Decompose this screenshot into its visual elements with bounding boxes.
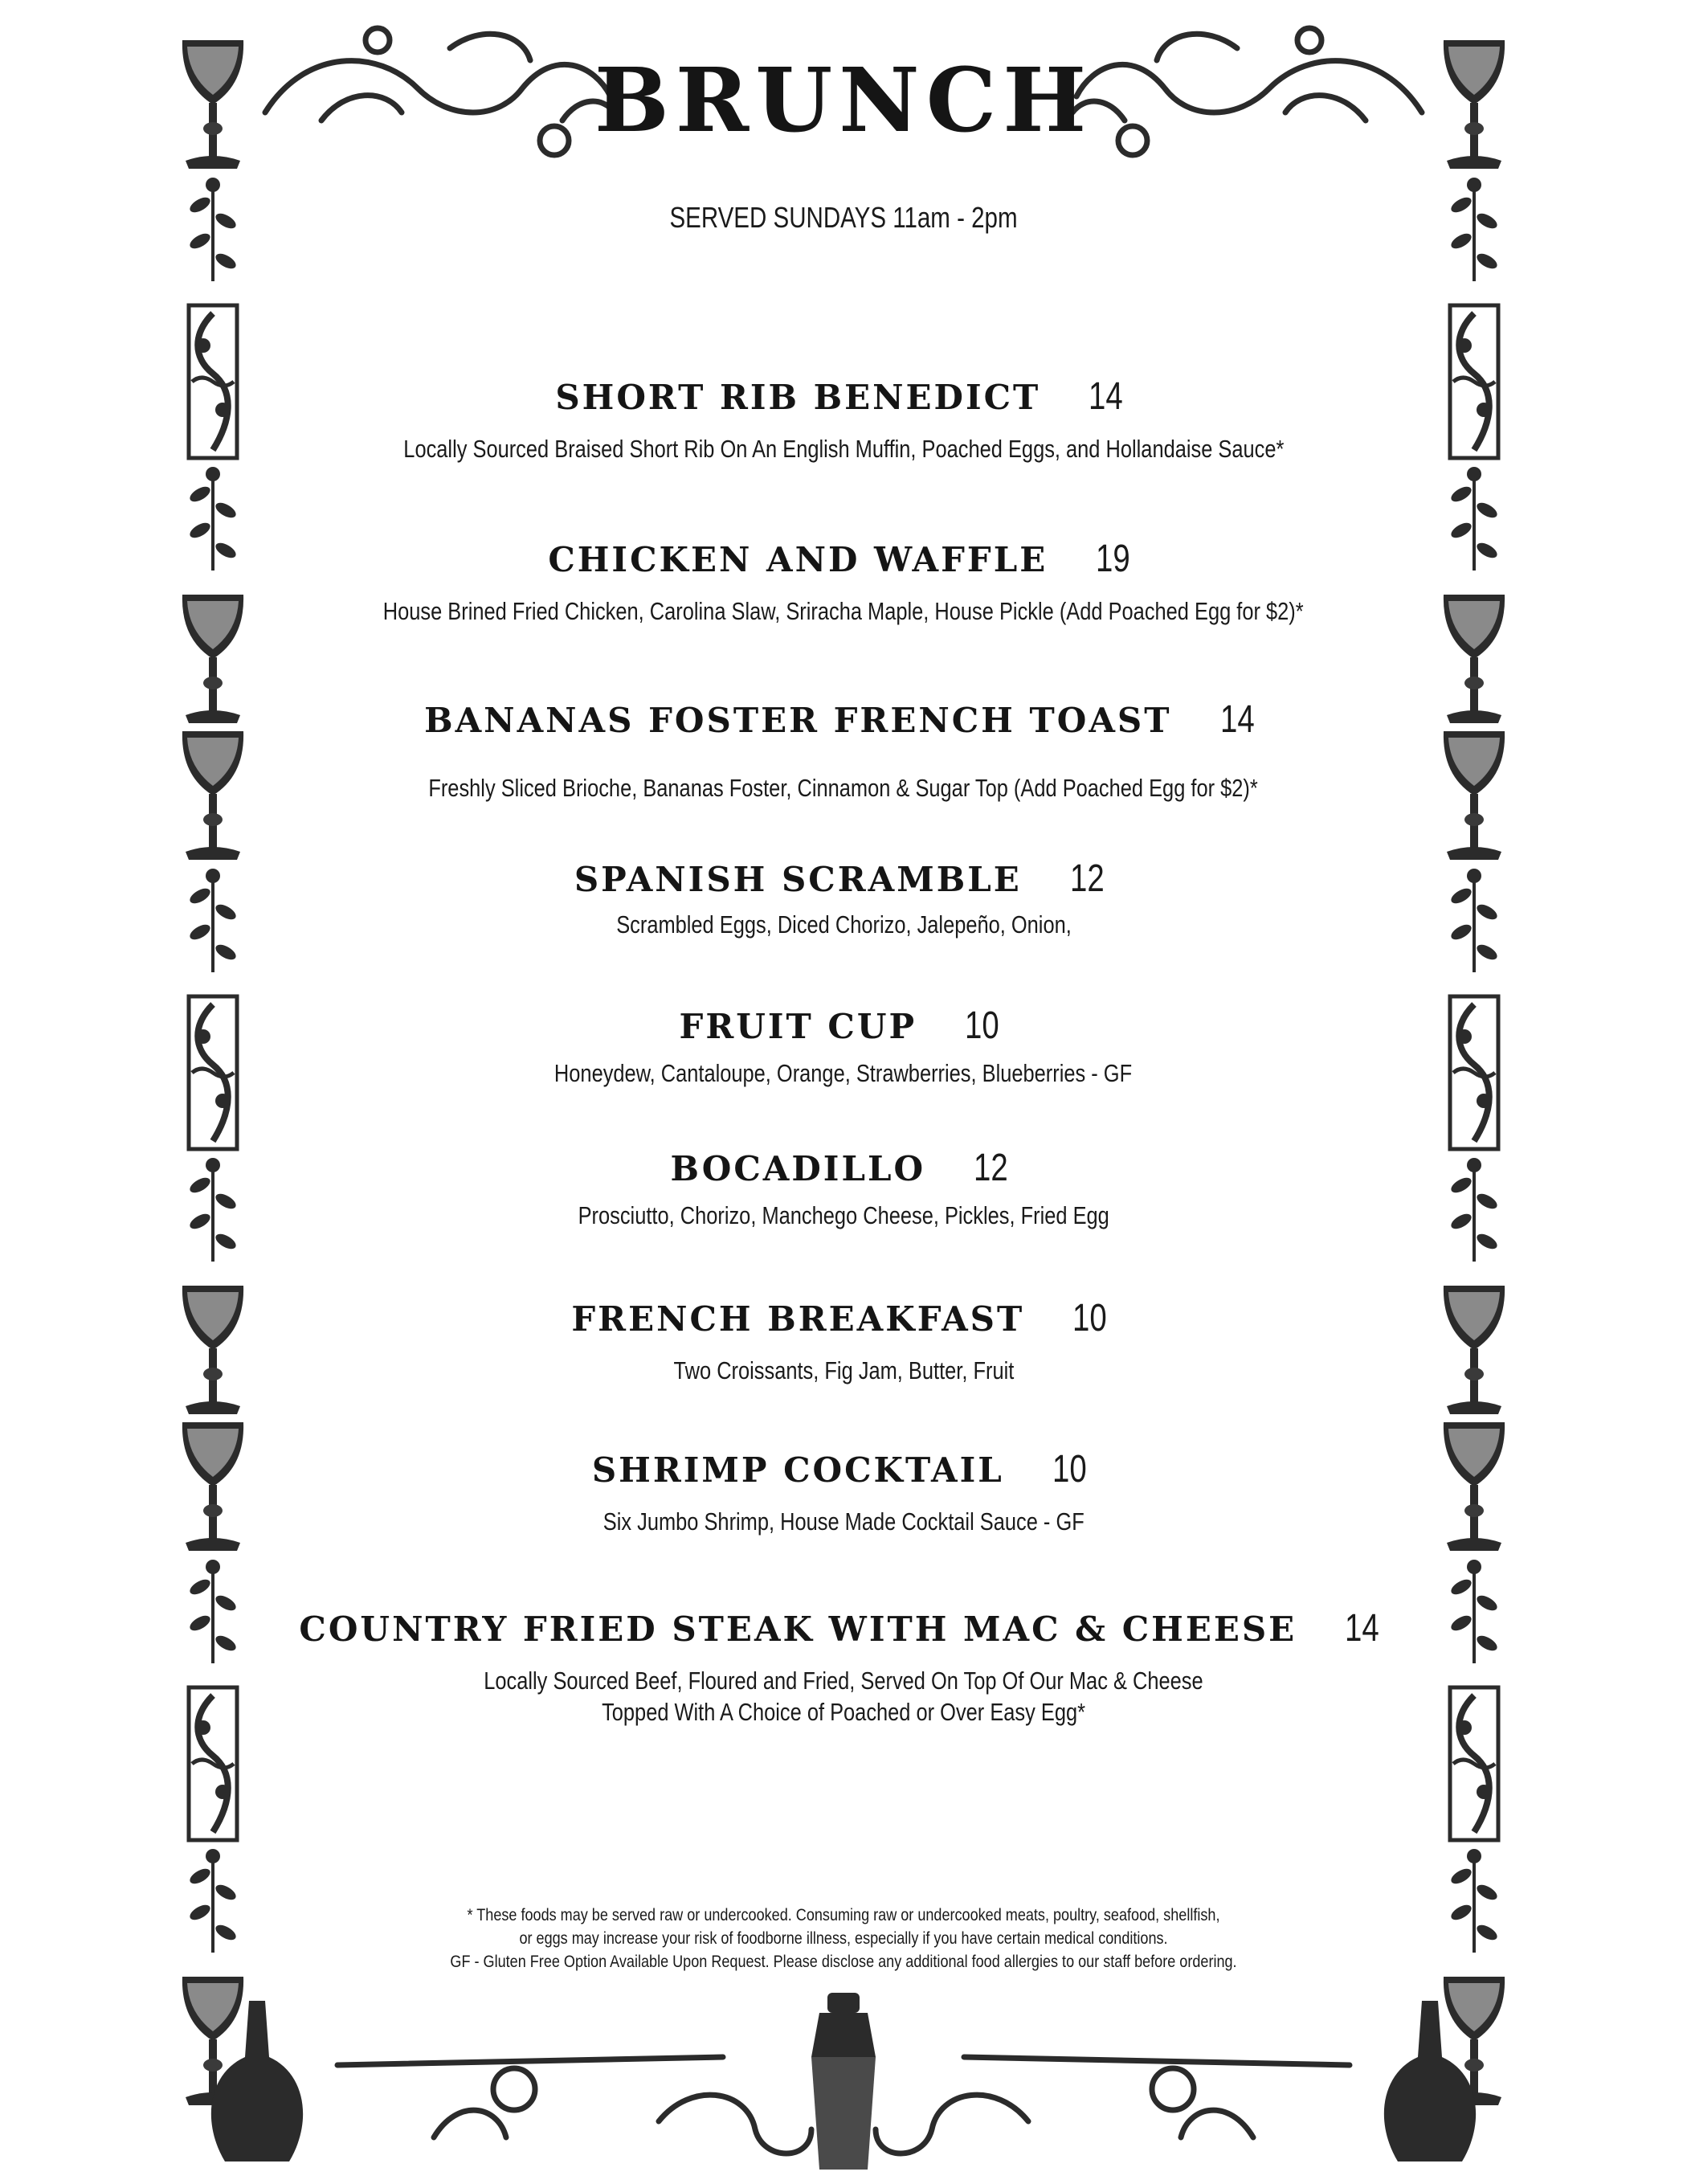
item-price: 10 [1072, 1297, 1107, 1339]
item-name: BANANAS FOSTER FRENCH TOAST [424, 701, 1172, 740]
item-description: Locally Sourced Beef, Floured and Fried, Served On Top Of Our Mac & Cheese [484, 1667, 1203, 1695]
item-description: House Brined Fried Chicken, Carolina Slaw, Sriracha Maple, House Pickle (Add Poached Egg for $2)* [383, 597, 1304, 625]
item-price: 14 [1089, 375, 1124, 418]
item-name: SHORT RIB BENEDICT [555, 378, 1041, 417]
item-name: SHRIMP COCKTAIL [591, 1450, 1004, 1490]
item-name: CHICKEN AND WAFFLE [548, 540, 1048, 579]
item-description: Six Jumbo Shrimp, House Made Cocktail Sauce - GF [602, 1507, 1084, 1536]
item-name: FRENCH BREAKFAST [571, 1299, 1025, 1339]
item-description-line-2: Topped With A Choice of Poached or Over Easy Egg* [602, 1697, 1085, 1726]
item-description: Freshly Sliced Brioche, Bananas Foster, Cinnamon & Sugar Top (Add Poached Egg for $2)* [428, 774, 1259, 802]
item-name: SPANISH SCRAMBLE [574, 860, 1022, 899]
footnote-line: or eggs may increase your risk of foodborne illness, especially if you have certain medical conditions. [519, 1928, 1168, 1948]
item-name: BOCADILLO [670, 1149, 926, 1188]
item-description: Two Croissants, Fig Jam, Butter, Fruit [673, 1356, 1014, 1384]
menu-item [0, 1450, 1687, 1538]
menu-item [0, 1299, 1687, 1387]
item-description: Honeydew, Cantaloupe, Orange, Strawberries, Blueberries - GF [554, 1059, 1133, 1087]
item-name: COUNTRY FRIED STEAK WITH MAC & CHEESE [299, 1609, 1297, 1649]
menu-item [0, 857, 1687, 941]
menu-item [0, 540, 1687, 628]
item-price: 14 [1345, 1607, 1379, 1650]
item-price: 19 [1096, 538, 1131, 580]
menu-item [0, 1609, 1687, 1728]
allergy-footnote [0, 1904, 1687, 1974]
item-price: 10 [1052, 1448, 1087, 1491]
item-description: Locally Sourced Braised Short Rib On An English Muffin, Poached Eggs, and Hollandaise Sauce* [402, 435, 1285, 463]
footnote-line: GF - Gluten Free Option Available Upon Request. Please disclose any additional food allergies to our staff before ordering. [450, 1952, 1237, 1971]
menu-item [0, 698, 1687, 804]
item-price: 14 [1219, 698, 1255, 741]
item-price: 12 [1069, 857, 1105, 900]
menu-item [0, 1149, 1687, 1232]
menu-item [0, 375, 1687, 465]
menu-item [0, 1004, 1687, 1090]
footnote-line: * These foods may be served raw or undercooked. Consuming raw or undercooked meats, poultry, seafood, shellfish, [467, 1906, 1220, 1924]
item-description: Prosciutto, Chorizo, Manchego Cheese, Pickles, Fried Egg [578, 1201, 1109, 1229]
item-name: FRUIT CUP [679, 1007, 917, 1046]
item-price: 10 [965, 1004, 999, 1047]
item-price: 12 [974, 1147, 1008, 1189]
menu-title: BRUNCH [594, 48, 1093, 152]
item-description: Scrambled Eggs, Diced Chorizo, Jalepeño, Onion, [615, 910, 1072, 939]
service-hours: SERVED SUNDAYS 11am - 2pm [669, 201, 1018, 234]
